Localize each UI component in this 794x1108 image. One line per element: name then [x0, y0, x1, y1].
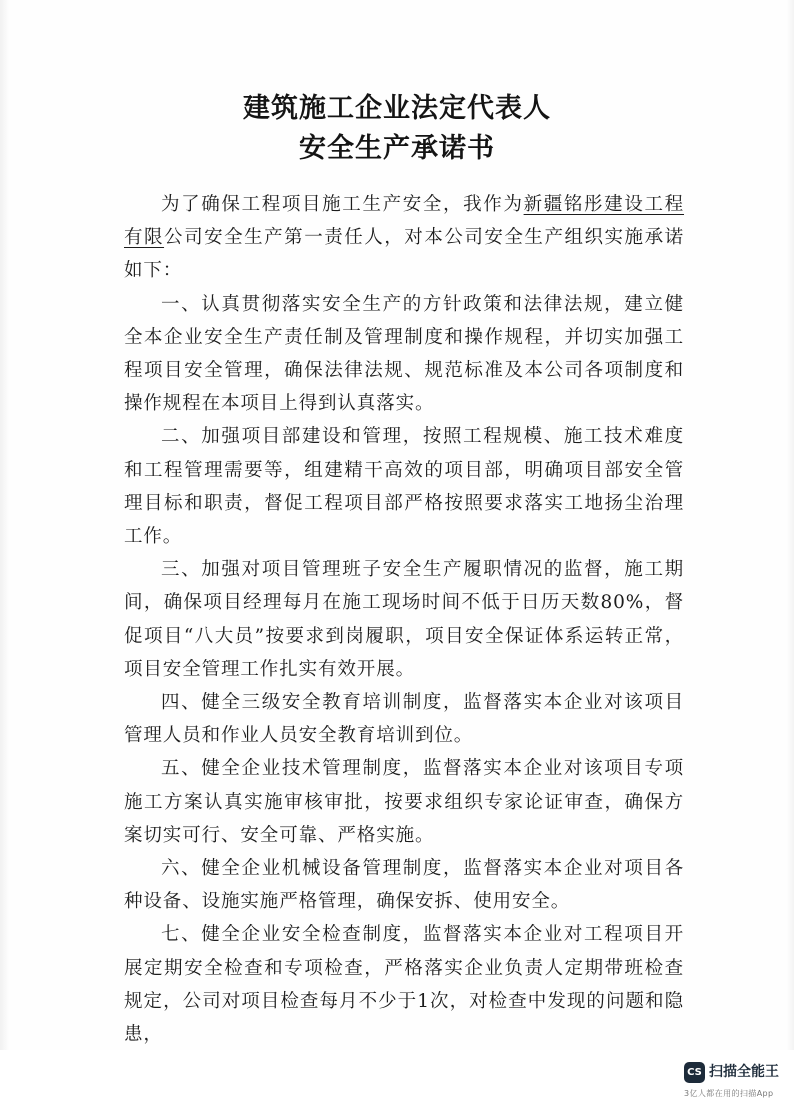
- intro-text-after-company: 公司安全生产第一责任人，对本公司安全生产组织实施承诺如下：: [124, 227, 684, 282]
- commitment-paragraph-6: 六、健全企业机械设备管理制度，监督落实本企业对项目各种设备、设施实施严格管理，确保安拆、使用安全。: [124, 858, 684, 913]
- page-bottom-margin: [0, 1050, 794, 1108]
- document-title-line-1: 建筑施工企业法定代表人: [243, 93, 551, 124]
- scanner-watermark: [684, 1060, 788, 1102]
- intro-paragraph: [124, 188, 684, 288]
- document-body: [124, 188, 684, 1051]
- scanner-tagline: 3亿人都在用的扫描App: [684, 1089, 774, 1098]
- commitment-paragraph-3: 三、加强对项目管理班子安全生产履职情况的监督，施工期间，确保项目经理每月在施工现场时间不低于日历天数80%，督促项目“八大员”按要求到岗履职，项目安全保证体系运转正常，项目安全管理工作扎实有效开展。: [124, 559, 684, 680]
- commitment-paragraph-1: 一、认真贯彻落实安全生产的方针政策和法律法规，建立健全本企业安全生产责任制及管理制度和操作规程，并切实加强工程项目安全管理，确保法律法规、规范标准及本公司各项制度和操作规程在本项目上得到认真落实。: [124, 293, 684, 415]
- scanner-app-name: 扫描全能王: [709, 1064, 779, 1080]
- commitment-paragraph-7: 七、健全企业安全检查制度，监督落实本企业对工程项目开展定期安全检查和专项检查，严格落实企业负责人定期带班检查规定，公司对项目检查每月不少于1次，对检查中发现的问题和隐患，: [124, 924, 684, 1046]
- commitment-paragraph-2: 二、加强项目部建设和管理，按照工程规模、施工技术难度和工程管理需要等，组建精干高效的项目部，明确项目部安全管理目标和职责，督促工程项目部严格按照要求落实工地扬尘治理工作。: [124, 426, 684, 548]
- camscanner-logo-icon: CS: [684, 1062, 705, 1083]
- intro-text-before-company: 为了确保工程项目施工生产安全，我作为: [161, 194, 524, 215]
- commitment-paragraph-5: 五、健全企业技术管理制度，监督落实本企业对该项目专项施工方案认真实施审核审批，按要求组织专家论证审查，确保方案切实可行、安全可靠、严格实施。: [124, 758, 684, 846]
- commitment-paragraph-4: 四、健全三级安全教育培训制度，监督落实本企业对该项目管理人员和作业人员安全教育培训到位。: [124, 692, 684, 747]
- document-title-line-2: 安全生产承诺书: [299, 133, 495, 164]
- company-name: 新疆铭彤建设工程有限: [124, 194, 685, 249]
